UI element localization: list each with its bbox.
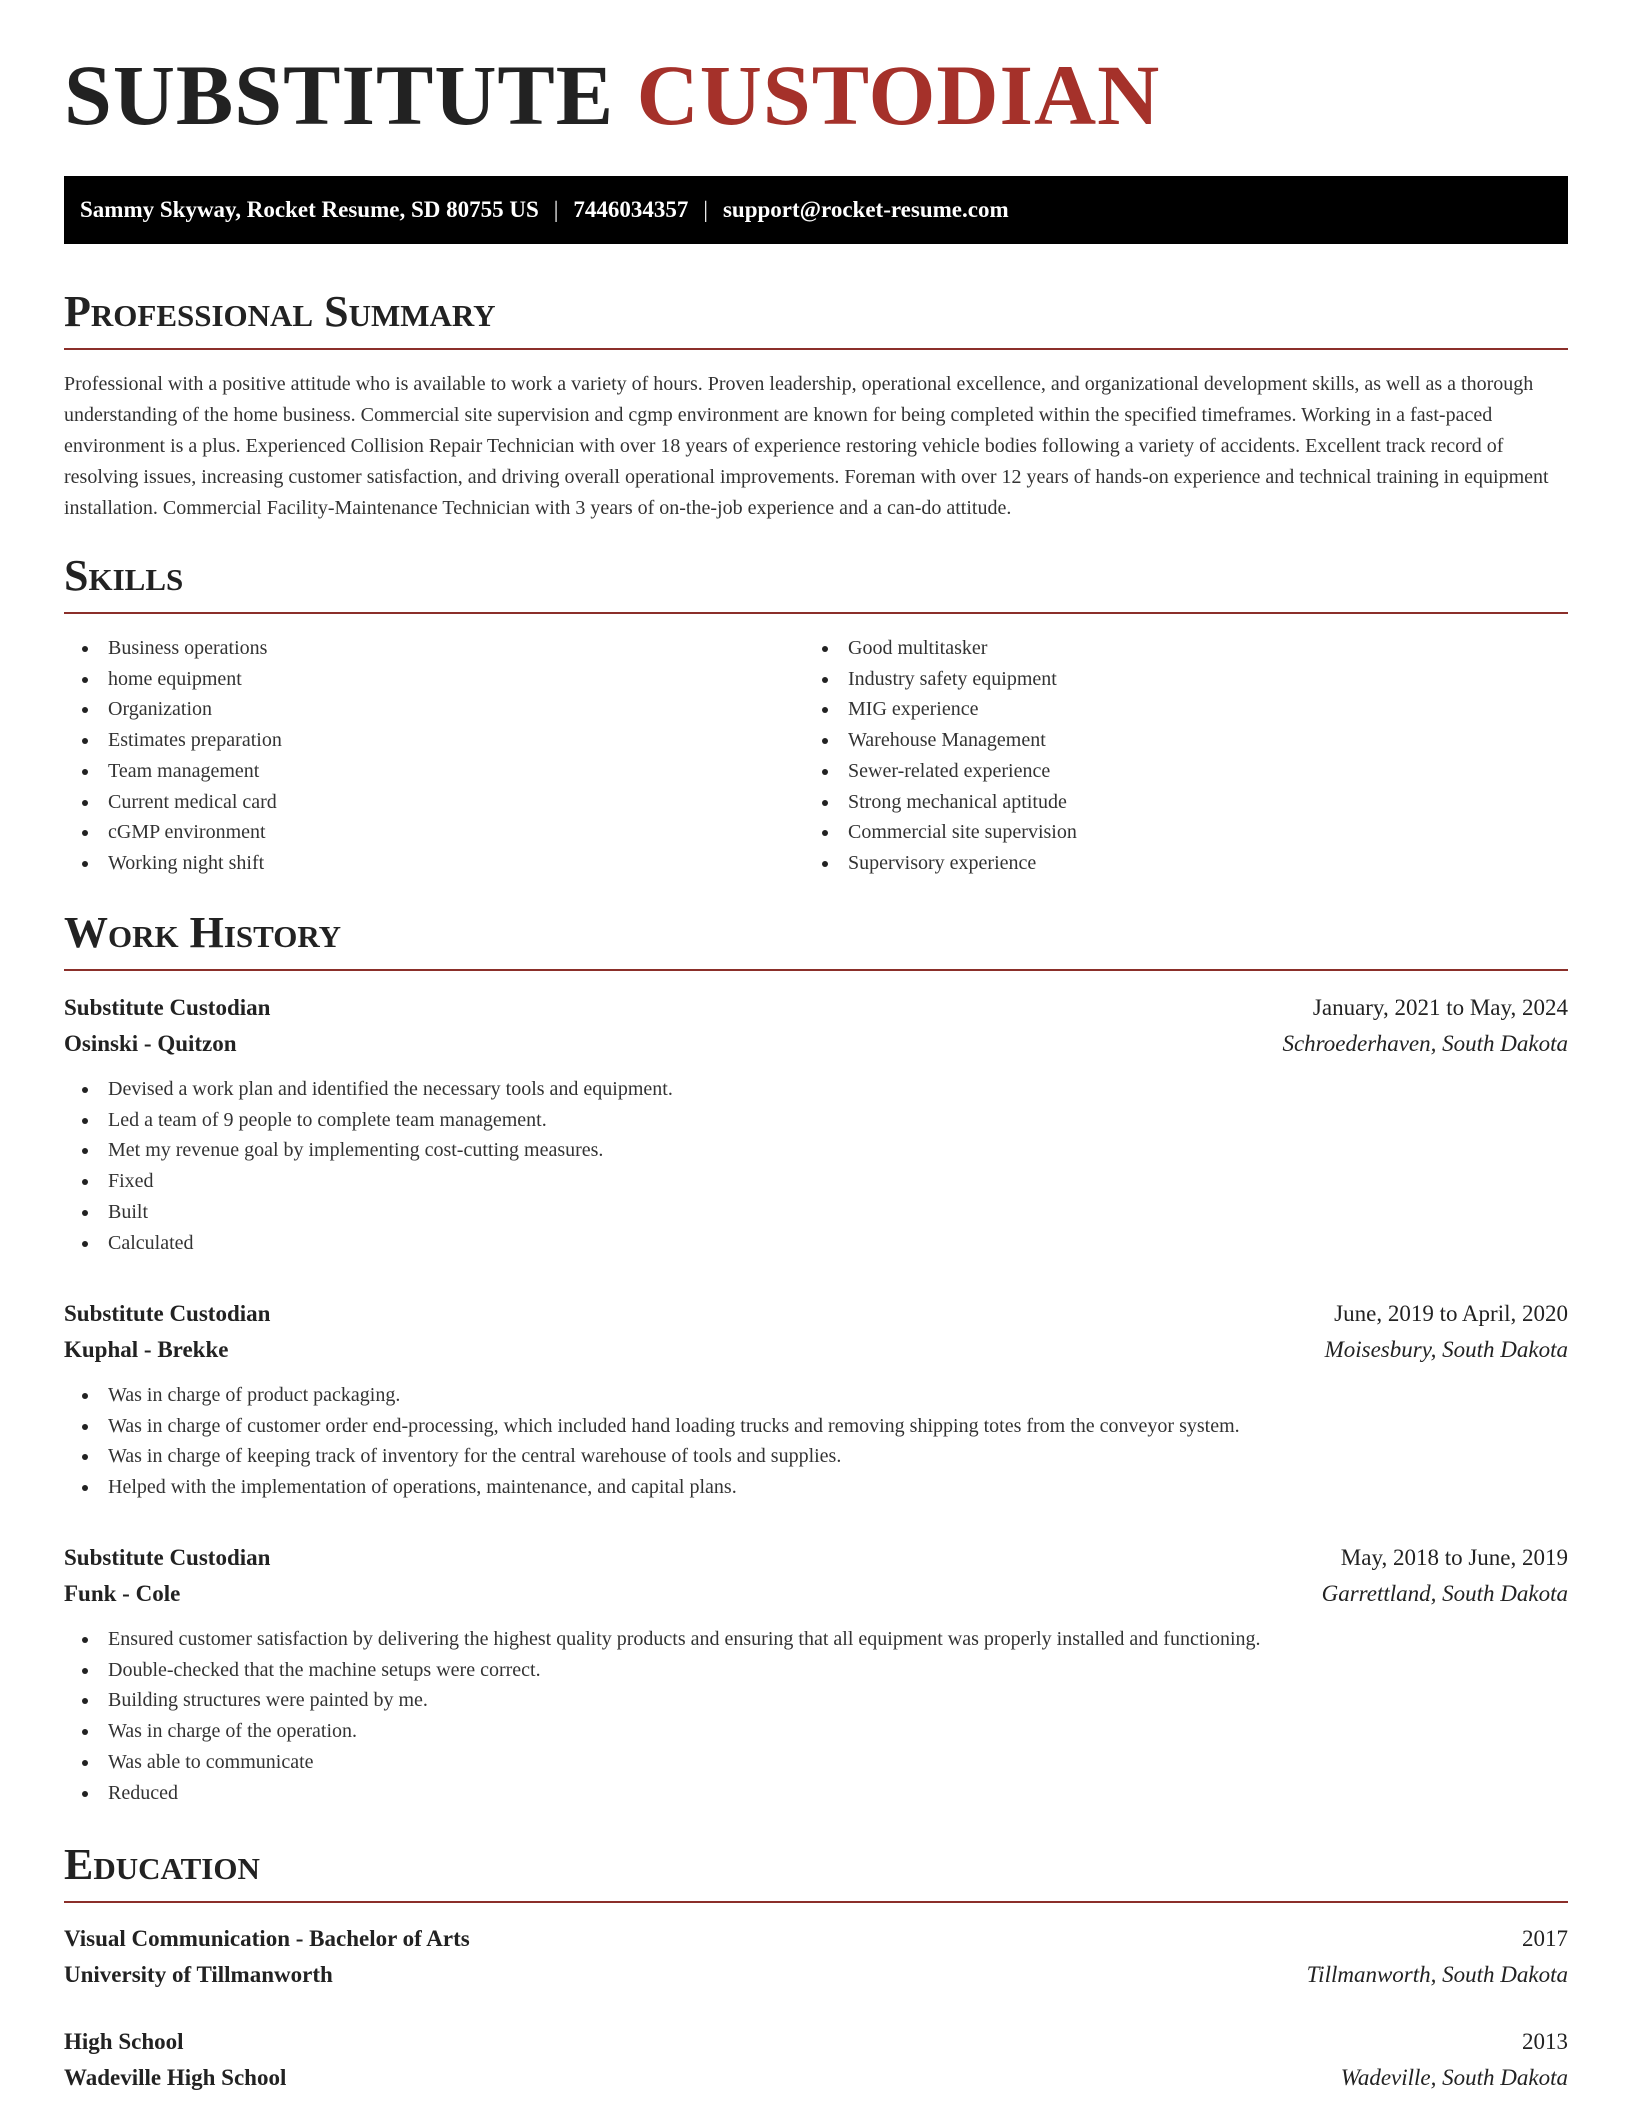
- skills-heading: Skills: [64, 554, 1568, 614]
- education-entry: [64, 1921, 1568, 1993]
- education-heading: Education: [64, 1843, 1568, 1903]
- job-dates: June, 2019 to April, 2020: [1334, 1301, 1568, 1326]
- job-duty: Was in charge of customer order end-processing, which included hand loading trucks and removing shipping totes from the conveyor system.: [64, 1411, 1568, 1442]
- work-history-heading: Work History: [64, 911, 1568, 971]
- contact-address: Sammy Skyway, Rocket Resume, SD 80755 US: [80, 197, 539, 222]
- skill-item: Warehouse Management: [804, 725, 1544, 756]
- job-duty: Helped with the implementation of operations, maintenance, and capital plans.: [64, 1472, 1568, 1503]
- title-part-2: CUSTODIAN: [636, 47, 1161, 143]
- skill-item: Current medical card: [64, 787, 804, 818]
- job-company: Kuphal - Brekke: [64, 1337, 229, 1362]
- contact-separator: |: [703, 197, 708, 222]
- job-duty: Fixed: [64, 1166, 1568, 1197]
- skill-item: home equipment: [64, 664, 804, 695]
- skill-item: Working night shift: [64, 848, 804, 879]
- job-duty: Reduced: [64, 1778, 1568, 1809]
- job-duty: Double-checked that the machine setups were correct.: [64, 1655, 1568, 1686]
- job-duties: [64, 1074, 1568, 1258]
- job-location: Garrettland, South Dakota: [1321, 1581, 1568, 1606]
- skill-item: Estimates preparation: [64, 725, 804, 756]
- job-duty: Devised a work plan and identified the necessary tools and equipment.: [64, 1074, 1568, 1105]
- job-dates: January, 2021 to May, 2024: [1312, 995, 1568, 1020]
- job-duty: Led a team of 9 people to complete team management.: [64, 1105, 1568, 1136]
- skill-item: Strong mechanical aptitude: [804, 787, 1544, 818]
- skill-item: cGMP environment: [64, 817, 804, 848]
- contact-separator: |: [553, 197, 559, 222]
- contact-email: support@rocket-resume.com: [722, 197, 1009, 222]
- job-company: Osinski - Quitzon: [64, 1031, 237, 1056]
- skill-item: Sewer-related experience: [804, 756, 1544, 787]
- resume-title: [64, 47, 1161, 143]
- summary-text: Professional with a positive attitude who is available to work a variety of hours. Proven leadership, operational excellence, and organizational development skills, as well as a thorough understanding of the home business. Commercial site supervision and cgmp environment are known for being completed within the specified timeframes. Working in a fast-paced environment is a plus. Experienced Collision Repair Technician with over 18 years of experience restoring vehicle bodies following a variety of accidents. Excellent track record of resolving issues, increasing customer satisfaction, and driving overall operational improvements. Foreman with over 12 years of hands-on experience and technical training in equipment installation. Commercial Facility-Maintenance Technician with 3 years of on-the-job experience and a can-do attitude.: [64, 373, 1549, 519]
- job-entry: [64, 1296, 1568, 1503]
- job-entry: [64, 1540, 1568, 1808]
- skills-column-left: [64, 633, 804, 879]
- job-location: Schroederhaven, South Dakota: [1282, 1031, 1568, 1056]
- job-company: Funk - Cole: [64, 1581, 181, 1606]
- job-duty: Ensured customer satisfaction by delivering the highest quality products and ensuring that all equipment was properly installed and functioning.: [64, 1624, 1568, 1655]
- job-dates: May, 2018 to June, 2019: [1340, 1545, 1568, 1570]
- skill-item: Business operations: [64, 633, 804, 664]
- skill-item: Commercial site supervision: [804, 817, 1544, 848]
- job-title: Substitute Custodian: [64, 995, 271, 1020]
- education-entry: [64, 2024, 1568, 2096]
- job-title: Substitute Custodian: [64, 1545, 271, 1570]
- education-school: University of Tillmanworth: [64, 1962, 333, 1987]
- education-school: Wadeville High School: [64, 2065, 287, 2090]
- job-duty: Was in charge of product packaging.: [64, 1380, 1568, 1411]
- job-duty: Building structures were painted by me.: [64, 1685, 1568, 1716]
- skill-item: MIG experience: [804, 694, 1544, 725]
- job-entry: [64, 990, 1568, 1258]
- job-duty: Was in charge of keeping track of inventory for the central warehouse of tools and supplies.: [64, 1441, 1568, 1472]
- skills-column-right: [804, 633, 1544, 879]
- job-duty: Was in charge of the operation.: [64, 1716, 1568, 1747]
- education-location: Wadeville, South Dakota: [1340, 2065, 1568, 2090]
- skill-item: Good multitasker: [804, 633, 1544, 664]
- title-part-1: SUBSTITUTE: [64, 47, 615, 143]
- education-degree: High School: [64, 2029, 184, 2054]
- job-location: Moisesbury, South Dakota: [1324, 1337, 1568, 1362]
- contact-bar: [64, 176, 1568, 244]
- education-degree: Visual Communication - Bachelor of Arts: [64, 1926, 470, 1951]
- education-year: 2013: [1522, 2029, 1568, 2054]
- skill-item: Industry safety equipment: [804, 664, 1544, 695]
- job-duties: [64, 1624, 1568, 1808]
- education-year: 2017: [1522, 1926, 1568, 1951]
- job-duty: Was able to communicate: [64, 1747, 1568, 1778]
- job-duty: Calculated: [64, 1228, 1568, 1259]
- summary-heading: Professional Summary: [64, 290, 1568, 350]
- job-duties: [64, 1380, 1568, 1503]
- skill-item: Organization: [64, 694, 804, 725]
- skill-item: Team management: [64, 756, 804, 787]
- skills-list: [64, 633, 1568, 879]
- education-location: Tillmanworth, South Dakota: [1306, 1962, 1568, 1987]
- job-title: Substitute Custodian: [64, 1301, 271, 1326]
- job-duty: Met my revenue goal by implementing cost-cutting measures.: [64, 1135, 1568, 1166]
- job-duty: Built: [64, 1197, 1568, 1228]
- skill-item: Supervisory experience: [804, 848, 1544, 879]
- contact-phone: 7446034357: [573, 197, 689, 222]
